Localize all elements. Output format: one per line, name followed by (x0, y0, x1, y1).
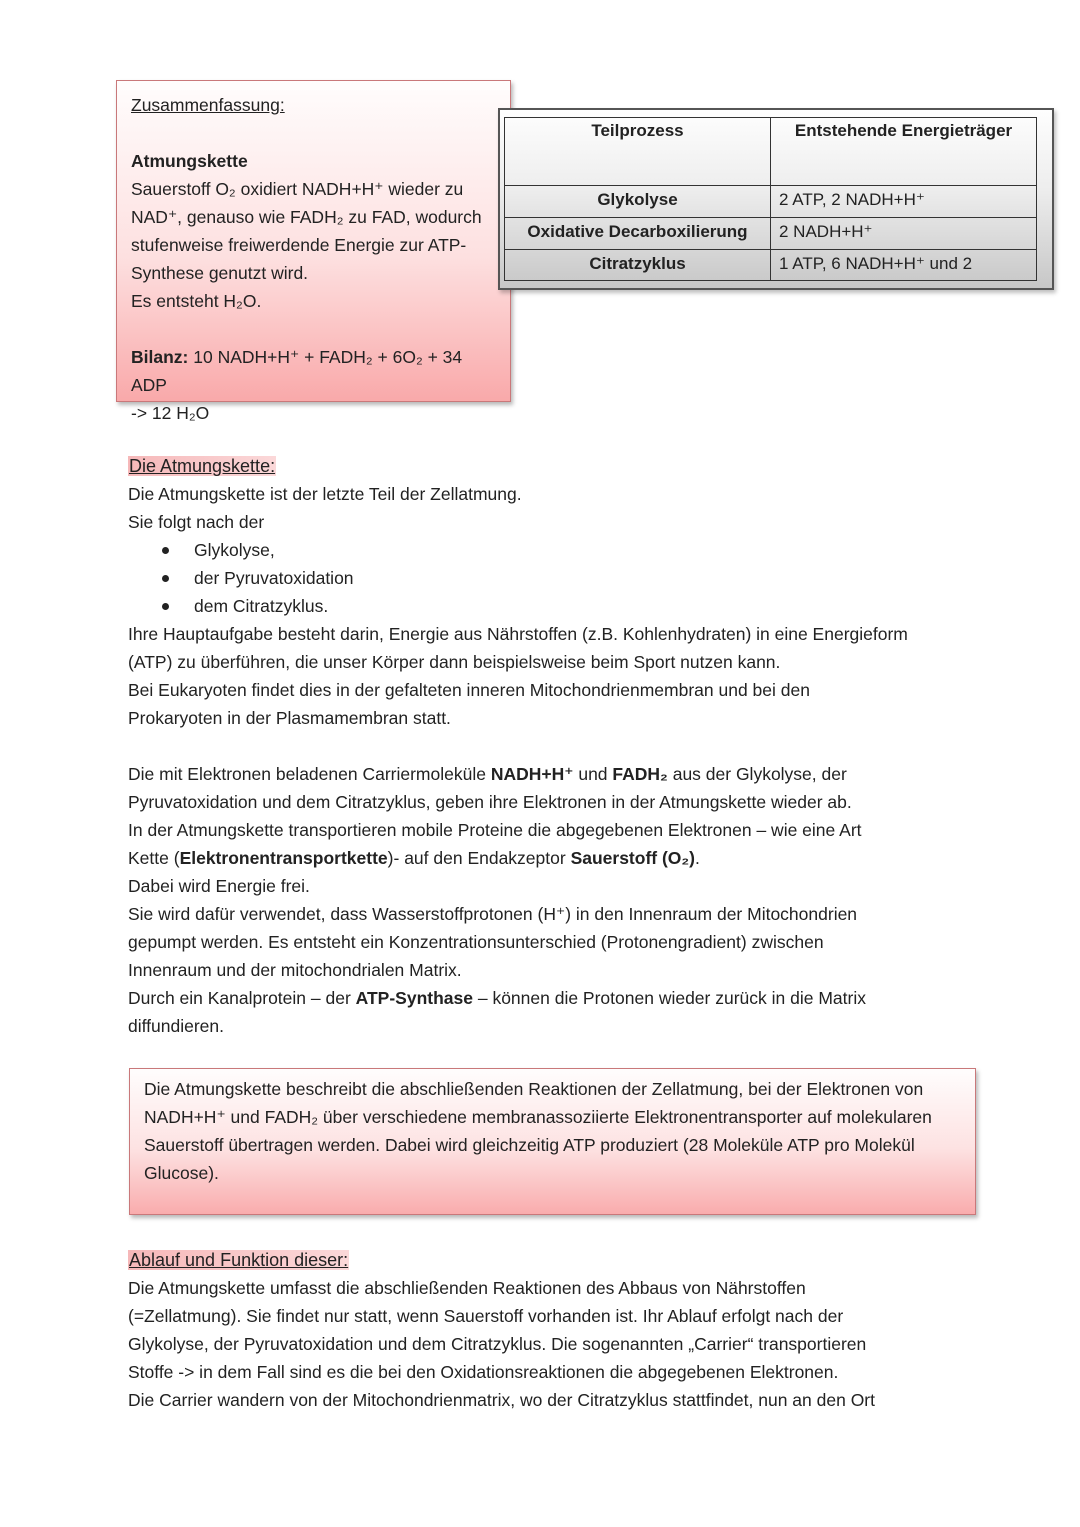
paragraph-line: Glykolyse, der Pyruvatoxidation und dem Citratzyklus. Die sogenannten „Carrier“ transportieren (128, 1334, 867, 1354)
paragraph-line: Bei Eukaryoten findet dies in der gefalteten inneren Mitochondrienmembran und bei den (128, 680, 810, 700)
paragraph-line: Sie wird dafür verwendet, dass Wasserstoffprotonen (H⁺) in den Innenraum der Mitochondrien (128, 904, 858, 924)
table-header: Entstehende Energieträger (771, 118, 1037, 186)
paragraph-line: diffundieren. (128, 1016, 225, 1036)
paragraph-line: (=Zellatmung). Sie findet nur statt, wenn Sauerstoff vorhanden ist. Ihr Ablauf erfolgt nach der (128, 1306, 844, 1326)
section-ablauf (128, 1246, 988, 1414)
table-cell: Oxidative Decarboxilierung (505, 218, 771, 250)
section-heading: Die Atmungskette: (129, 456, 276, 476)
paragraph-line: Die Atmungskette umfasst die abschließenden Reaktionen des Abbaus von Nährstoffen (128, 1278, 806, 1298)
bilanz-result: -> 12 H₂O (131, 403, 210, 423)
section-atmungskette (128, 452, 988, 1040)
definition-line: Die Atmungskette beschreibt die abschließenden Reaktionen der Zellatmung, bei der Elektronen von (144, 1079, 924, 1099)
list-item: Glykolyse, (128, 536, 988, 564)
table-header: Teilprozess (505, 118, 771, 186)
table-cell: 1 ATP, 6 NADH+H⁺ und 2 (771, 250, 1037, 281)
paragraph-line: Durch ein Kanalprotein – der ATP-Synthase – können die Protonen wieder zurück in die Matrix (128, 988, 866, 1008)
table-cell: Glykolyse (505, 186, 771, 218)
paragraph-line: Ihre Hauptaufgabe besteht darin, Energie aus Nährstoffen (z.B. Kohlenhydraten) in eine Energieform (128, 624, 908, 644)
bilanz-equation: 10 NADH+H⁺ + FADH₂ + 6O₂ + 34 ADP (131, 347, 463, 395)
bilanz-label: Bilanz: (131, 347, 189, 367)
summary-subheading: Atmungskette (131, 151, 248, 171)
energy-table (504, 117, 1037, 281)
paragraph-line: Dabei wird Energie frei. (128, 876, 310, 896)
definition-line: NADH+H⁺ und FADH₂ über verschiedene membranassoziierte Elektronentransporter auf molekularen (144, 1107, 932, 1127)
paragraph-line: Kette (Elektronentransportkette)- auf den Endakzeptor Sauerstoff (O₂). (128, 848, 700, 868)
summary-bilanz (131, 343, 496, 399)
paragraph-line: Die Carrier wandern von der Mitochondrienmatrix, wo der Citratzyklus stattfindet, nun an den Ort (128, 1390, 875, 1410)
energy-table-container (498, 108, 1054, 290)
table-row (505, 250, 1037, 281)
paragraph-line: Prokaryoten in der Plasmamembran statt. (128, 708, 451, 728)
paragraph-line: Die Atmungskette ist der letzte Teil der Zellatmung. (128, 484, 522, 504)
table-row (505, 218, 1037, 250)
list-item: dem Citratzyklus. (128, 592, 988, 620)
list-item: der Pyruvatoxidation (128, 564, 988, 592)
summary-line: stufenweise freiwerdende Energie zur ATP- (131, 235, 467, 255)
paragraph-line: (ATP) zu überführen, die unser Körper dann beispielsweise beim Sport nutzen kann. (128, 652, 781, 672)
summary-heading: Zusammenfassung: (131, 95, 285, 115)
paragraph-line: In der Atmungskette transportieren mobile Proteine die abgegebenen Elektronen – wie eine Art (128, 820, 862, 840)
section-heading: Ablauf und Funktion dieser: (129, 1250, 349, 1270)
summary-line: Es entsteht H₂O. (131, 291, 262, 311)
summary-line: Synthese genutzt wird. (131, 263, 309, 283)
paragraph-line: Die mit Elektronen beladenen Carriermoleküle NADH+H⁺ und FADH₂ aus der Glykolyse, der (128, 764, 847, 784)
definition-box (129, 1068, 976, 1215)
paragraph-line: Stoffe -> in dem Fall sind es die bei den Oxidationsreaktionen die abgegebenen Elektronen. (128, 1362, 839, 1382)
table-cell: 2 ATP, 2 NADH+H⁺ (771, 186, 1037, 218)
table-cell: Citratzyklus (505, 250, 771, 281)
summary-line: Sauerstoff O₂ oxidiert NADH+H⁺ wieder zu (131, 179, 464, 199)
table-cell: 2 NADH+H⁺ (771, 218, 1037, 250)
table-row (505, 186, 1037, 218)
definition-line: Sauerstoff übertragen werden. Dabei wird gleichzeitig ATP produziert (28 Moleküle ATP pro Molekül (144, 1135, 915, 1155)
summary-line: NAD⁺, genauso wie FADH₂ zu FAD, wodurch (131, 207, 482, 227)
paragraph-line: gepumpt werden. Es entsteht ein Konzentrationsunterschied (Protonengradient) zwischen (128, 932, 824, 952)
paragraph-line: Sie folgt nach der (128, 512, 265, 532)
summary-box (116, 80, 511, 423)
paragraph-line: Pyruvatoxidation und dem Citratzyklus, geben ihre Elektronen in der Atmungskette wieder ab. (128, 792, 852, 812)
paragraph-line: Innenraum und der mitochondrialen Matrix. (128, 960, 462, 980)
bullet-list (128, 536, 988, 620)
definition-line: Glucose). (144, 1163, 219, 1183)
